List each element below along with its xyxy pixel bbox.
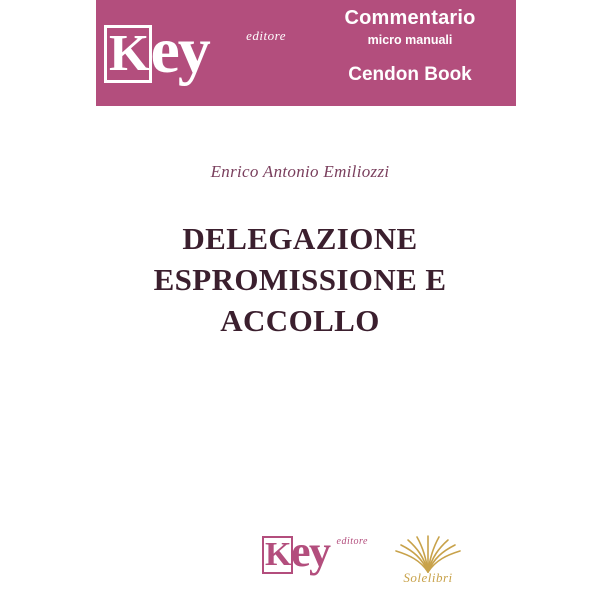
publisher-logo-bottom-key-rest: ey	[290, 527, 330, 576]
publisher-logo-k-initial: K	[104, 25, 152, 83]
publisher-logo-key-rest: ey	[150, 14, 209, 87]
band-subtitle: micro manuali	[367, 33, 453, 47]
band-commentario-title: Commentario	[344, 7, 476, 29]
band-title-group	[310, 6, 510, 87]
publisher-logo-bottom-key-text	[262, 527, 330, 576]
publisher-logo-bottom-editore-label: editore	[336, 536, 368, 547]
publisher-logo-bottom-k-initial: K	[262, 536, 293, 574]
band-series-name: Cendon Book	[348, 64, 472, 85]
book-title	[70, 218, 530, 341]
imprint-name: Solelibri	[403, 570, 453, 585]
publisher-logo-bottom	[262, 528, 372, 582]
book-title-line: DELEGAZIONE	[182, 221, 418, 256]
book-title-line: ESPROMISSIONE E	[153, 262, 447, 297]
publisher-logo-editore-label: editore	[246, 28, 286, 43]
imprint-logo	[372, 530, 484, 586]
publisher-logo-top	[104, 16, 294, 94]
book-title-line: ACCOLLO	[220, 303, 380, 338]
author-name: Enrico Antonio Emiliozzi	[210, 162, 390, 181]
publisher-logo-key-text	[104, 14, 209, 87]
sunburst-icon	[372, 530, 484, 574]
